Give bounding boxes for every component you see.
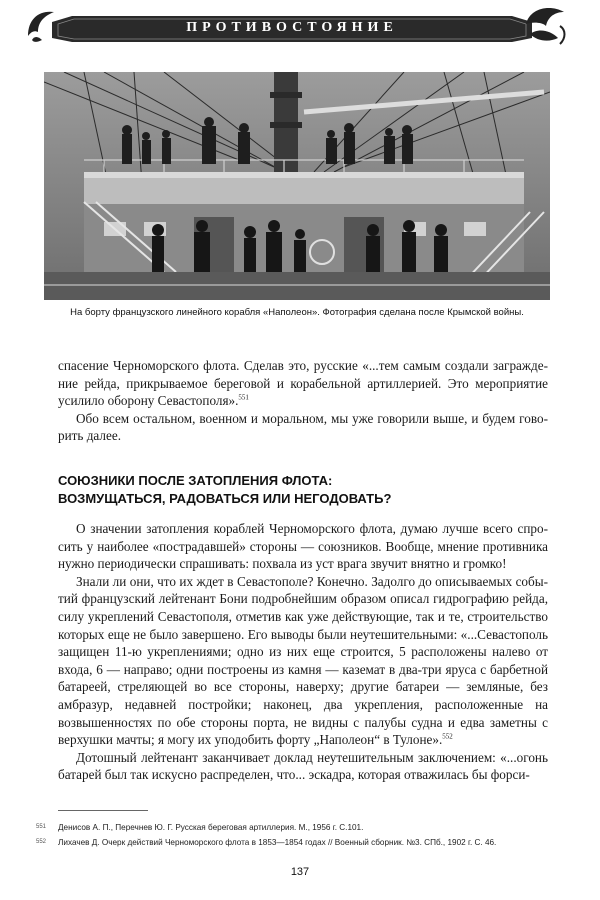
intro-text [58, 357, 548, 445]
paragraph: Дотошный лейтенант заканчивает доклад неутешительным заключением: «...огонь батарей был так искусно распределен, что... эскадра, которая отважилась бы форси- [58, 749, 548, 783]
section-heading: СОЮЗНИКИ ПОСЛЕ ЗАТОПЛЕНИЯ ФЛОТА: ВОЗМУЩАТЬСЯ, РАДОВАТЬСЯ ИЛИ НЕГОДОВАТЬ? [58, 473, 392, 506]
ship-deck-photo [44, 72, 550, 300]
footnotes [36, 820, 556, 850]
footnote: 552 Лихачев Д. Очерк действий Черноморского флота в 1853—1854 годах // Военный сборник. №3. СПб., 1902 г. С. 46. [36, 838, 497, 847]
paragraph: спасение Черноморского флота. Сделав это, русские «...тем самым создали заграждение рейда, прикрываемое береговой и корабельной артиллерией. Это мероприятие усилило оборону Севастополя».$^{551}$ [58, 358, 548, 409]
footnote-ref[interactable]: 551 [238, 393, 249, 402]
page-number: 137 [290, 866, 310, 878]
footnote-ref[interactable]: 552 [442, 732, 453, 741]
paragraph: Обо всем остальном, военном и моральном, мы уже говорили выше, и будем говорить далее. [58, 410, 548, 444]
paragraph: О значении затопления кораблей Черноморского флота, думаю лучше всего спросить у наиболее «пострадавшей» стороны — союзников. Вообще, мнение противника нужно периодически спрашивать: похвала из уст врага звучит внятно и громко! [58, 521, 548, 572]
body-text [58, 520, 548, 784]
header-banner [52, 14, 532, 44]
footnote-divider [58, 810, 148, 811]
footnote: 551 Денисов А. П., Перечнев Ю. Г. Русская береговая артиллерия. М., 1956 г. С.101. [36, 823, 364, 832]
corner-ornament-right [520, 4, 570, 53]
photo-caption: На борту французского линейного корабля «Наполеон». Фотография сделана после Крымской войны. [70, 307, 524, 318]
header-title: ПРОТИВОСТОЯНИЕ [186, 20, 398, 35]
paragraph: Знали ли они, что их ждет в Севастополе? Конечно. Задолго до описываемых событий французский лейтенант Бони подробнейшим образом описал гидрографию рейда, силу укреплений Севастополя, отметив как уже действующие, так и те, строительство которых еще не было завершено. Его выводы были неутешительными: «...Севастополь защищен 11-ю укреплениями; одно из них еще строится, 5 расположены налево от входа, 6 — направо; одни построены из камня — каземат в два-три яруса с барбетной батареей, стреляющей во все стороны, наверху; другие батареи — земляные, без амбразур, недавней постройки; наконец, два укрепления, расположенные на возвышенностях по обе стороны порта, не видны с палубы судна и едва заметны с верхушки мачты; я могу их уподобить форту „Наполеон“ в Тулоне».$^{552}$ [58, 573, 548, 748]
